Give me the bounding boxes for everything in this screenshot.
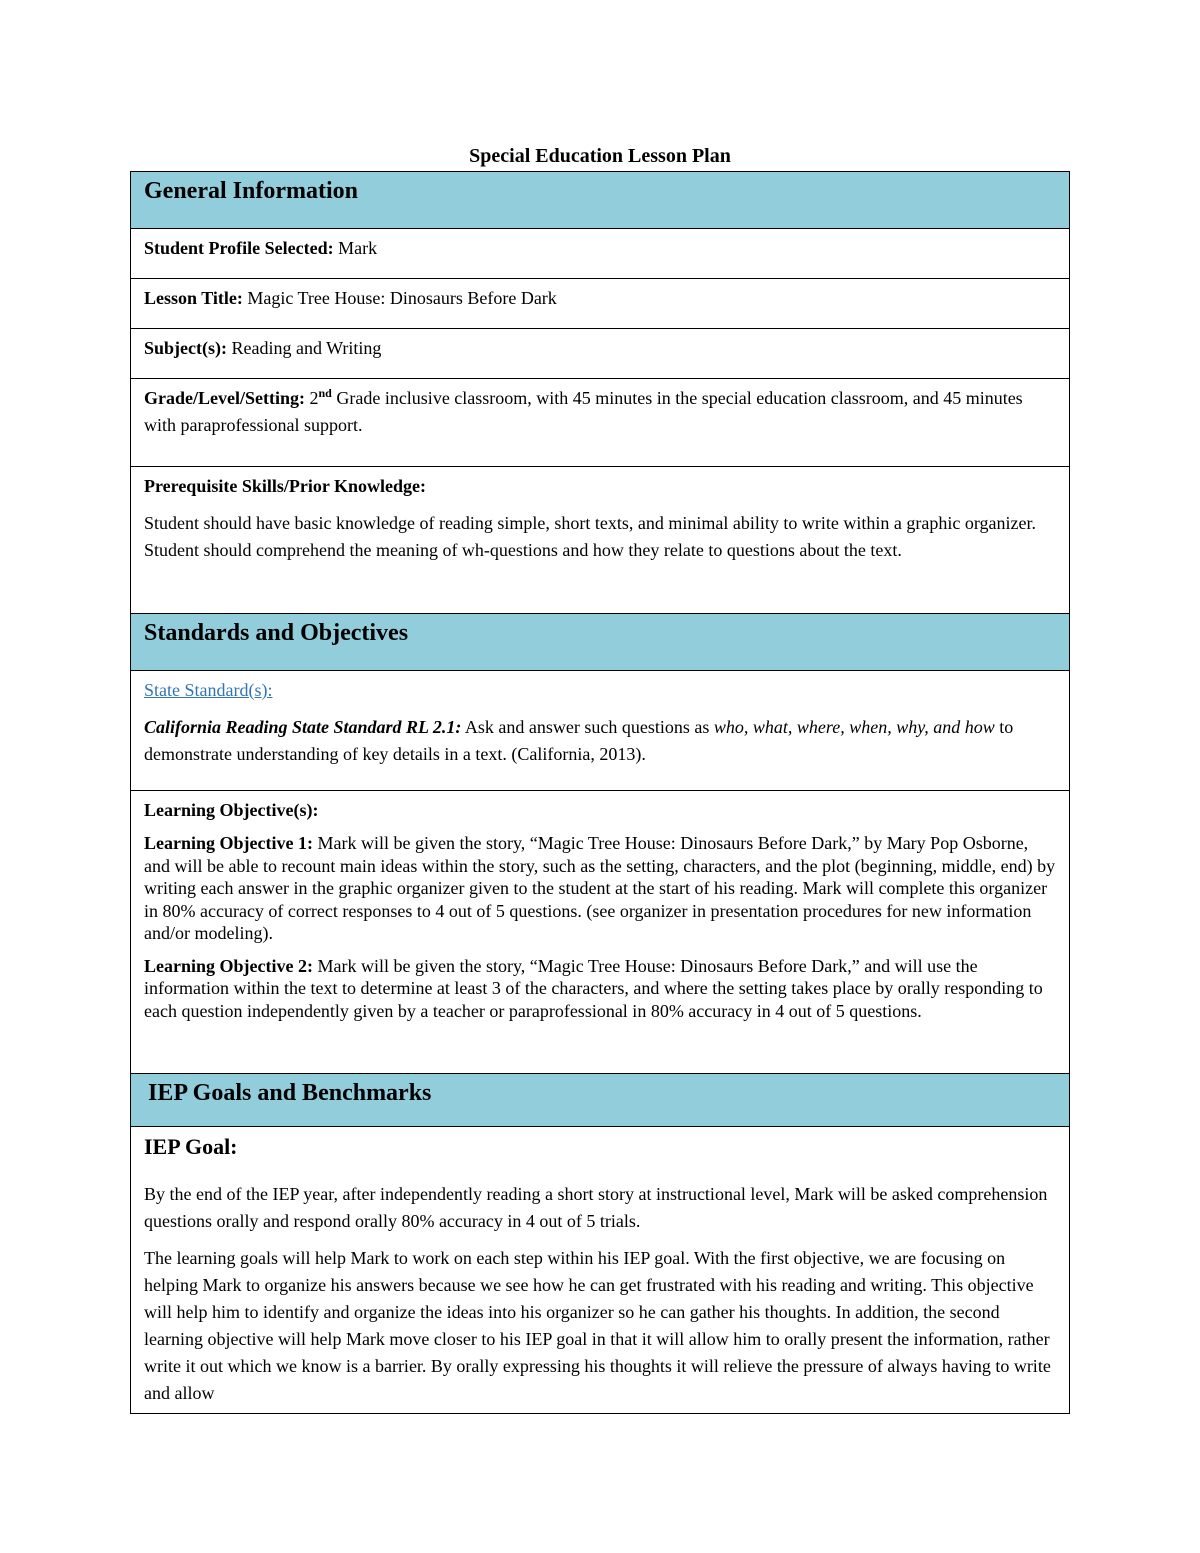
iep-goal-row [131,1127,1070,1414]
learning-objective-2 [144,955,1056,1023]
page-title: Special Education Lesson Plan [469,145,731,167]
lesson-title-row [131,279,1070,329]
iep-goals-header [131,1074,1070,1127]
grade-level-setting-row [131,379,1070,467]
learning-objective-1-text: Mark will be given the story, “Magic Tree House: Dinosaurs Before Dark,” by Mary Pop Osborne, and will be able to recount main ideas within the story, such as the setting, characters, and the plot (beginning, middle, end) by writing each answer in the graphic organizer given to the student at the start of his reading. Mark will complete this organizer in 80% accuracy of correct responses to 4 out of 5 questions. (see organizer in presentation procedures for new information and/or modeling). [144,833,1056,943]
state-standards-row [131,671,1070,791]
student-profile-row [131,229,1070,279]
state-standards-link[interactable]: State Standard(s): [144,680,273,700]
learning-objectives-row [131,791,1070,1074]
learning-objective-1 [144,832,1056,945]
learning-objective-2-text: Mark will be given the story, “Magic Tree House: Dinosaurs Before Dark,” and will use the information within the text to determine at least 3 of the characters, and where the setting takes place by orally responding to each question independently given by a teacher or paraprofessional in 80% accuracy in 4 out of 5 questions. [144,955,1043,1021]
subject-row [131,329,1070,379]
standards-objectives-header [131,614,1070,671]
grade-level-setting-value: Grade inclusive classroom, with 45 minutes in the special education classroom, and 45 minutes with paraprofessional support. [144,388,1023,435]
learning-objective-2-label: Learning Objective 2: [144,955,313,976]
grade-level-setting-label: Grade/Level/Setting: [144,388,305,408]
general-information-header [131,172,1070,229]
subject-value: Reading and Writing [231,338,382,358]
standards-objectives-heading: Standards and Objectives [144,620,409,646]
student-profile-value: Mark [338,238,378,258]
california-standard-text [144,714,1056,768]
lesson-plan-table [130,171,1070,1414]
student-profile-label: Student Profile Selected: [144,238,334,258]
iep-goals-heading: IEP Goals and Benchmarks [148,1080,432,1106]
grade-ordinal-suffix: nd [318,386,332,400]
standard-text-italic: who, what, where, when, why, and how [713,717,995,737]
learning-objectives-label: Learning Objective(s): [144,800,319,820]
general-information-heading: General Information [144,178,358,204]
california-standard-label: California Reading State Standard RL 2.1: [144,717,462,737]
grade-number: 2 [309,388,319,408]
iep-goal-explanation: The learning goals will help Mark to work on each step within his IEP goal. With the first objective, we are focusing on helping Mark to organize his answers because we see how he can get frustrated with his reading and writing. This objective will help him to identify and organize the ideas into his organizer so he can gather his thoughts. In addition, the second learning objective will help Mark move closer to his IEP goal in that it will allow him to orally present the information, rather write it out which we know is a barrier. By orally expressing his thoughts it will relieve the pressure of always having to write and allow [144,1248,1051,1403]
prerequisite-skills-label: Prerequisite Skills/Prior Knowledge: [144,476,426,496]
iep-goal-label: IEP Goal: [144,1134,238,1159]
standard-text-part-1: Ask and answer such questions as [464,717,710,737]
subject-label: Subject(s): [144,338,227,358]
prerequisite-skills-row [131,467,1070,614]
iep-goal-text: By the end of the IEP year, after independently reading a short story at instructional level, Mark will be asked comprehension questions orally and respond orally 80% accuracy in 4 out of 5 trials. [144,1184,1048,1231]
lesson-title-value: Magic Tree House: Dinosaurs Before Dark [247,288,557,308]
lesson-title-label: Lesson Title: [144,288,243,308]
prerequisite-skills-text: Student should have basic knowledge of reading simple, short texts, and minimal ability to write within a graphic organizer. Student should comprehend the meaning of wh-questions and how they relate to questions about the text. [144,513,1036,560]
standard-text-part-2: to demonstrate understanding of key details in a text. (California, 2013). [144,717,1014,764]
learning-objective-1-label: Learning Objective 1: [144,833,313,853]
